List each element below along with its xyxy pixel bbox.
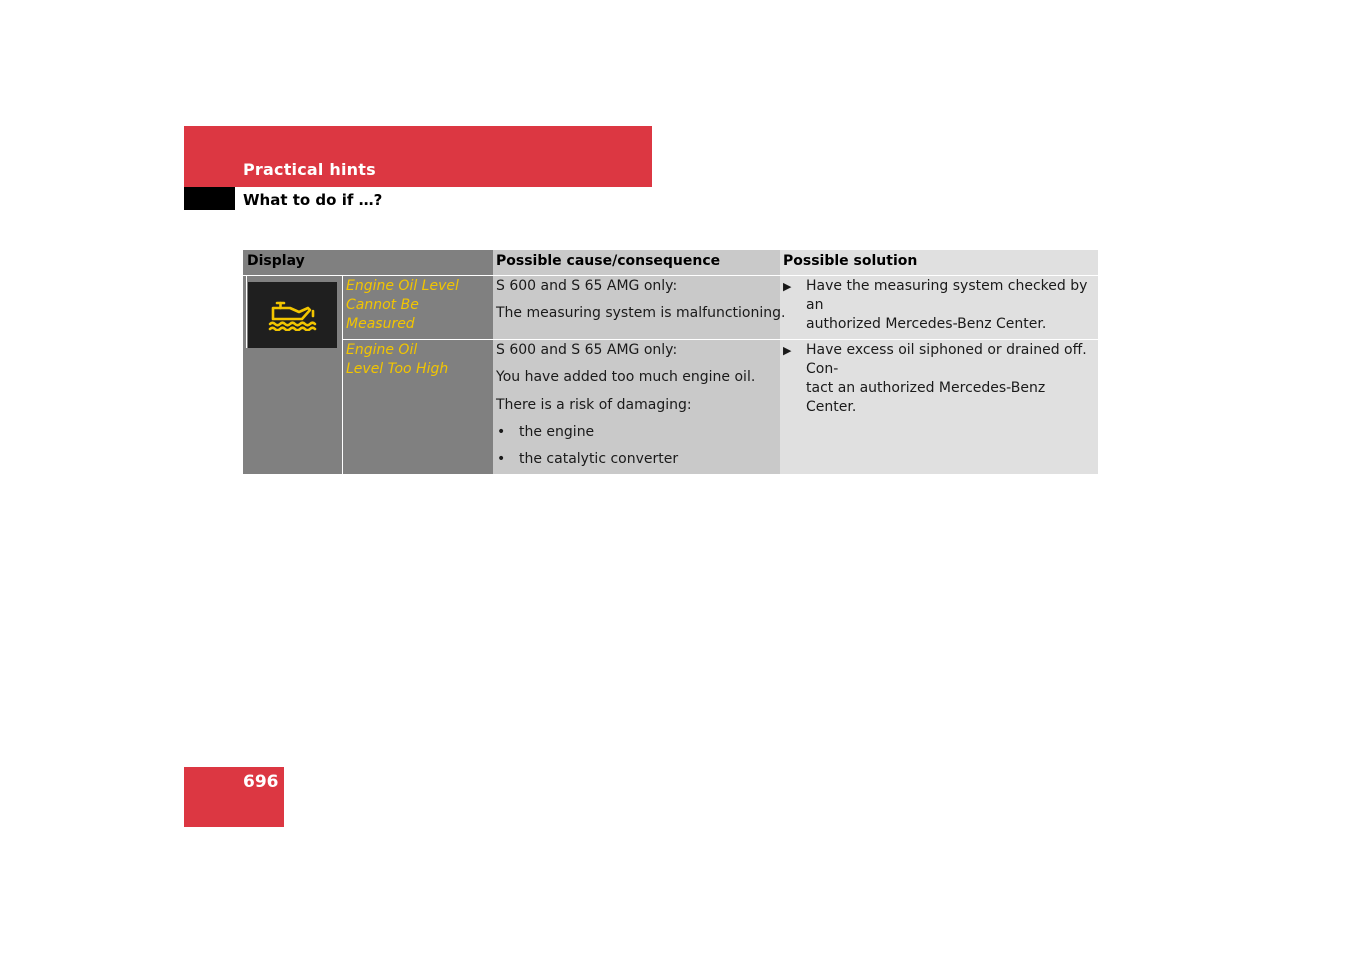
arrow-right-icon: ▶	[783, 280, 792, 293]
warning-table: Display Possible cause/consequence Possible solution Engine Oil Level Cannot Be Measured Engine Oil Level Too High S 600 and S 65 AMG only: The measuring system is malfunctioning. ▶ Have the measuring system checked by an authorized Mercedes-Benz Center. S 600 and S 65 AMG only: You have added too much engine oil. There is a risk of damaging: • the engine • the catalytic converter ▶ Have excess oil siphoned or drained off. Con- tact an authorized Mercedes-Benz Center.	[243, 250, 1098, 474]
column-header-solution: Possible solution	[780, 250, 1098, 275]
display-inner-divider	[342, 276, 343, 474]
subsection-title: What to do if …?	[243, 191, 383, 209]
cause-text: The measuring system is malfunctioning.	[496, 305, 786, 321]
bullet-icon: •	[497, 451, 506, 467]
display-icon-box	[248, 282, 337, 348]
cause-text: There is a risk of damaging:	[496, 397, 692, 413]
row-divider	[343, 339, 1098, 340]
arrow-right-icon: ▶	[783, 344, 792, 357]
engine-oil-can-icon	[268, 299, 318, 331]
section-title: Practical hints	[243, 160, 376, 179]
bullet-icon: •	[497, 424, 506, 440]
column-header-cause: Possible cause/consequence	[493, 250, 780, 275]
icon-frame-line	[246, 276, 247, 348]
section-marker	[184, 187, 235, 210]
display-message-oil-level-too-high: Engine Oil Level Too High	[346, 342, 449, 377]
cause-text: You have added too much engine oil.	[496, 369, 756, 385]
display-message-oil-level-unmeasurable: Engine Oil Level Cannot Be Measured	[346, 278, 459, 332]
cause-text: S 600 and S 65 AMG only:	[496, 342, 678, 358]
cause-text: S 600 and S 65 AMG only:	[496, 278, 678, 294]
column-header-display: Display	[243, 250, 493, 275]
header-divider	[243, 275, 1098, 276]
page-number: 696	[243, 772, 279, 792]
